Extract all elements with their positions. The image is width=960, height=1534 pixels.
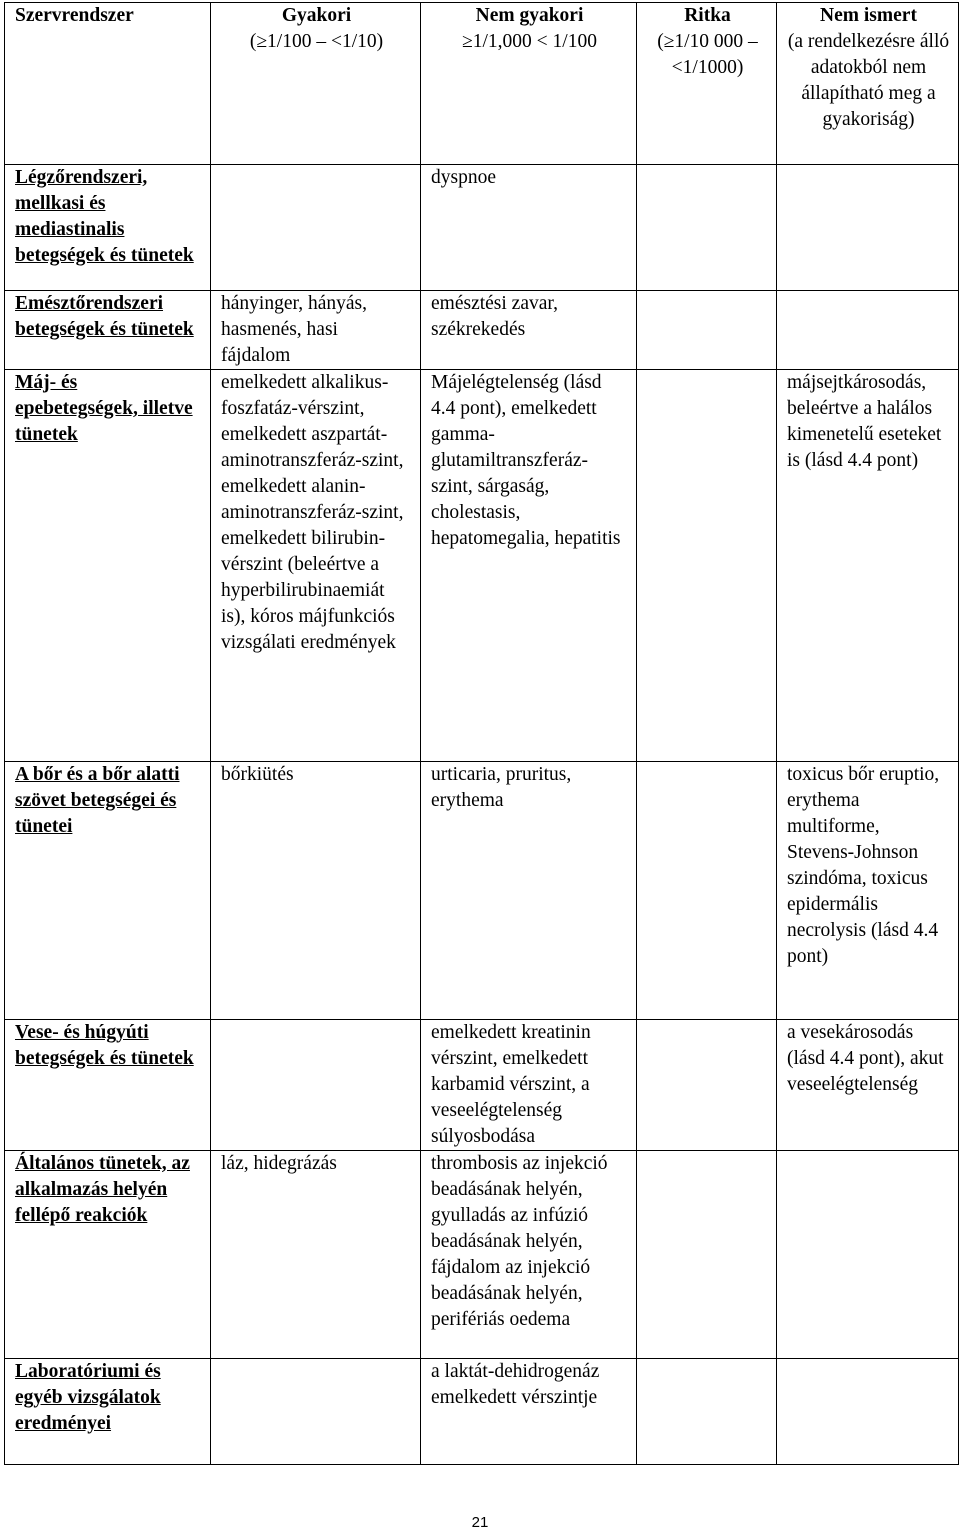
rare-cell [637, 370, 777, 762]
adverse-reactions-table [4, 2, 959, 1465]
header-row [5, 3, 959, 165]
header-uncommon [421, 3, 637, 165]
table-row [5, 165, 959, 291]
table-row [5, 291, 959, 370]
uncommon-cell-text: thrombosis az injekció beadásának helyén, gyulladás az infúzió beadásának helyén, fájdalom az injekció beadásának helyén, perifériás oedema [431, 1153, 608, 1330]
unknown-cell [777, 762, 959, 1020]
system-cell-text: Máj- és epebetegségek, illetve tünetek [15, 372, 193, 445]
common-cell [211, 370, 421, 762]
unknown-cell [777, 1151, 959, 1359]
uncommon-cell-text: urticaria, pruritus, erythema [431, 764, 572, 811]
table-row [5, 1020, 959, 1151]
common-cell [211, 762, 421, 1020]
uncommon-cell-text: emésztési zavar, székrekedés [431, 293, 558, 340]
table-row [5, 762, 959, 1020]
unknown-cell-text: a vesekárosodás (lásd 4.4 pont), akut veseelégtelenség [787, 1022, 944, 1095]
rare-cell [637, 291, 777, 370]
header-system [5, 3, 211, 165]
table-row [5, 370, 959, 762]
uncommon-cell [421, 1359, 637, 1465]
system-cell [5, 1359, 211, 1465]
system-cell-text: Laboratóriumi és egyéb vizsgálatok eredményei [15, 1361, 161, 1434]
uncommon-cell [421, 291, 637, 370]
rare-cell [637, 1020, 777, 1151]
system-cell-text: Emésztőrendszeri betegségek és tünetek [15, 293, 194, 340]
common-cell-text: láz, hidegrázás [221, 1153, 337, 1174]
uncommon-cell-text: a laktát-dehidrogenáz emelkedett vérszintje [431, 1361, 600, 1408]
common-cell [211, 1359, 421, 1465]
unknown-cell [777, 165, 959, 291]
uncommon-cell-text: emelkedett kreatinin vérszint, emelkedett karbamid vérszint, a veseelégtelenség súlyosbodása [431, 1022, 591, 1147]
system-cell [5, 165, 211, 291]
common-cell [211, 1020, 421, 1151]
rare-cell [637, 165, 777, 291]
rare-cell [637, 762, 777, 1020]
system-cell [5, 291, 211, 370]
table-row [5, 1151, 959, 1359]
header-rare-title: Ritka [684, 5, 731, 26]
uncommon-cell [421, 762, 637, 1020]
header-uncommon-title: Nem gyakori [475, 5, 584, 26]
system-cell [5, 762, 211, 1020]
unknown-cell-text: toxicus bőr eruptio, erythema multiforme, Stevens-Johnson szindóma, toxicus epidermális necrolysis (lásd 4.4 pont) [787, 764, 940, 967]
system-cell-text: Általános tünetek, az alkalmazás helyén fellépő reakciók [15, 1153, 190, 1226]
unknown-cell [777, 291, 959, 370]
uncommon-cell [421, 370, 637, 762]
header-system-label: Szervrendszer [15, 5, 134, 26]
header-unknown-range: (a rendelkezésre álló adatokból nem állapítható meg a gyakoriság) [787, 31, 950, 130]
uncommon-cell-text: dyspnoe [431, 167, 496, 188]
uncommon-cell-text: Májelégtelenség (lásd 4.4 pont), emelkedett gamma-glutamiltranszferáz-szint, sárgaság, cholestasis, hepatomegalia, hepatitis [431, 372, 621, 549]
uncommon-cell [421, 1151, 637, 1359]
common-cell-text: emelkedett alkalikus-foszfatáz-vérszint, emelkedett aszpartát-aminotranszferáz-szint, emelkedett alanin-aminotranszferáz-szint, emelkedett bilirubin-vérszint (beleértve a hyperbilirubinaemiát is), kóros májfunkciós vizsgálati eredmények [221, 372, 404, 653]
system-cell-text: Vese- és húgyúti betegségek és tünetek [15, 1022, 194, 1069]
rare-cell [637, 1151, 777, 1359]
common-cell-text: bőrkiütés [221, 764, 294, 785]
system-cell [5, 1020, 211, 1151]
common-cell [211, 291, 421, 370]
uncommon-cell [421, 165, 637, 291]
header-unknown [777, 3, 959, 165]
header-common-title: Gyakori [281, 5, 352, 26]
header-rare-range: (≥1/10 000 – <1/1000) [657, 31, 758, 78]
common-cell [211, 1151, 421, 1359]
header-uncommon-range: ≥1/1,000 < 1/100 [462, 31, 597, 52]
header-common [211, 3, 421, 165]
unknown-cell [777, 370, 959, 762]
system-cell [5, 370, 211, 762]
common-cell-text: hányinger, hányás, hasmenés, hasi fájdalom [221, 293, 367, 366]
header-common-range: (≥1/100 – <1/10) [249, 31, 384, 52]
unknown-cell [777, 1359, 959, 1465]
system-cell-text: Légzőrendszeri, mellkasi és mediastinalis betegségek és tünetek [15, 167, 194, 266]
page-number: 21 [471, 1514, 489, 1531]
rare-cell [637, 1359, 777, 1465]
uncommon-cell [421, 1020, 637, 1151]
unknown-cell [777, 1020, 959, 1151]
header-rare [637, 3, 777, 165]
system-cell-text: A bőr és a bőr alatti szövet betegségei és tünetei [15, 764, 180, 837]
system-cell [5, 1151, 211, 1359]
table-row [5, 1359, 959, 1465]
unknown-cell-text: májsejtkárosodás, beleértve a halálos kimenetelű eseteket is (lásd 4.4 pont) [787, 372, 942, 471]
common-cell [211, 165, 421, 291]
header-unknown-title: Nem ismert [820, 5, 917, 26]
